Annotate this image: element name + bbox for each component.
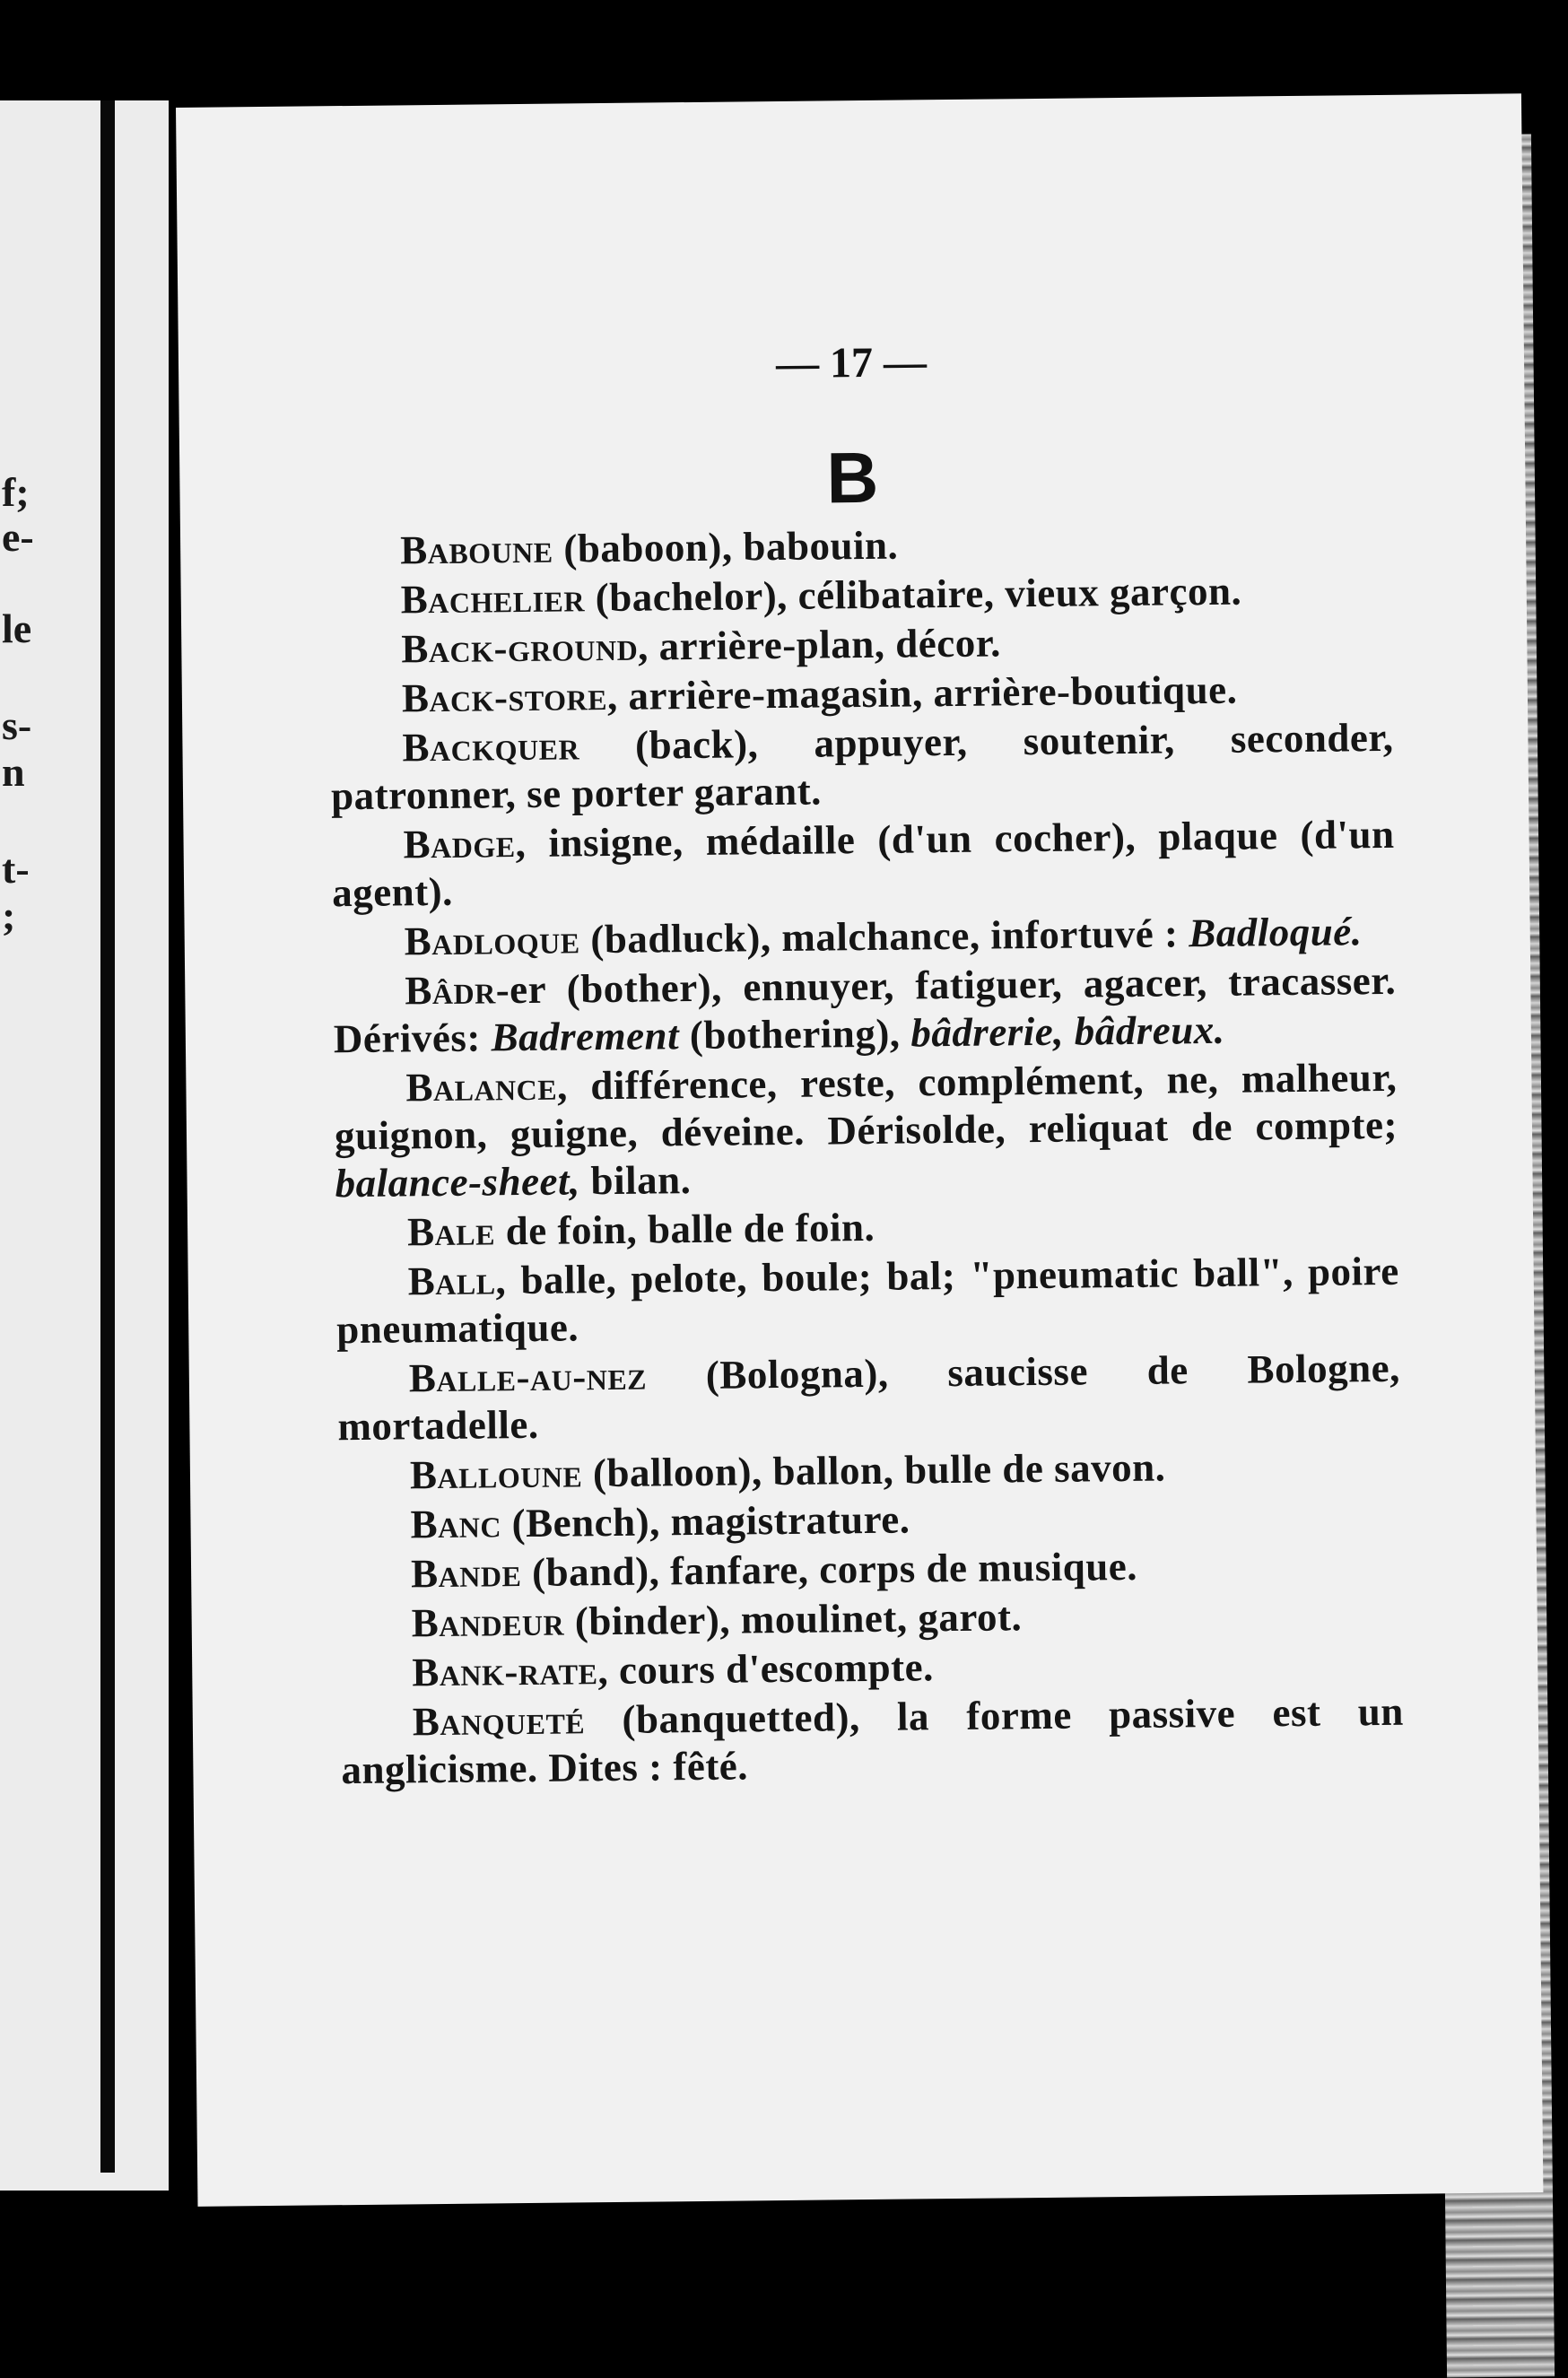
headword: Back-store [401,674,608,721]
dictionary-entry [338,1491,1401,1549]
headword: Balle-au-nez [408,1353,648,1401]
facing-page-fragment: f; [2,469,30,515]
dictionary-entry [335,1198,1398,1257]
definition: (bachelor), célibataire, vieux garçon. [584,568,1242,621]
definition: (Bench), magistrature. [501,1496,910,1546]
page-number: — 17 — [775,338,928,388]
facing-page-fragment: s- [2,702,32,748]
definition: (back), appuyer, soutenir, seconder, patronner, se porter garant. [330,714,1394,819]
facing-page-fragment: le [2,605,32,651]
headword: Banqueté [412,1697,586,1745]
dictionary-entry [330,714,1394,820]
definition: , différence, reste, complément, ne, malheur, guignon, guigne, déveine. Dérisolde, reliquat de compte; [334,1054,1398,1159]
definition: -er (bother), ennuyer, fatiguer, agacer, tracasser. Dérivés: [333,957,1397,1062]
headword: Ball [407,1258,496,1304]
derived-form: balance-sheet, [335,1158,581,1206]
definition: (banquetted), la forme passive est un anglicisme. Dites : fêté. [341,1688,1405,1793]
definition: (badluck), malchance, infortuvé : [579,910,1189,963]
definition: , insigne, médaille (d'un cocher), plaque (d'un agent). [331,811,1395,916]
dictionary-entry [328,517,1391,575]
headword: Bâdr [405,967,496,1014]
dictionary-entry [340,1639,1403,1697]
definition: (baboon), babouin. [553,522,899,571]
definition: (bothering), [678,1010,911,1058]
entry-list [328,517,1405,1796]
facing-page-fragment: n [2,749,25,795]
headword: Bande [410,1550,522,1597]
facing-page-fragment: t- [2,846,30,892]
definition: (band), fanfare, corps de musique. [521,1543,1138,1596]
derived-form: Badloqué. [1188,909,1363,956]
dictionary-entry [339,1540,1402,1598]
headword: Bank-rate [412,1648,598,1695]
definition: , arrière-plan, décor. [637,620,1002,669]
derived-form: bâdrerie, bâdreux. [910,1006,1225,1056]
definition: (binder), moulinet, garot. [563,1594,1023,1644]
derived-form: Badrement [491,1013,680,1060]
binding-gutter [100,100,115,2173]
headword: Back-ground [401,623,639,672]
dictionary-entry [341,1688,1405,1794]
facing-page-fragment: e- [2,514,34,560]
dictionary-entry [328,566,1391,624]
headword: Bandeur [411,1598,565,1646]
dictionary-entry [333,957,1397,1063]
dictionary-entry [338,1442,1401,1500]
definition: , cours d'escompte. [597,1644,935,1694]
headword: Backquer [402,723,580,771]
facing-page-fragment: ; [2,893,16,938]
headword: Badloque [404,917,580,964]
headword: Bale [406,1208,496,1255]
dictionary-entry [335,1248,1399,1354]
dictionary-entry [334,1054,1398,1207]
facing-page [0,100,169,2191]
definition: , balle, pelote, boule; bal; "pneumatic ball", poire pneumatique. [336,1248,1399,1353]
definition: , arrière-magasin, arrière-boutique. [606,666,1238,719]
dictionary-page [176,93,1543,2207]
dictionary-entry [332,908,1395,966]
definition: bilan. [579,1157,692,1204]
headword: Balance [405,1063,558,1111]
headword: Balloune [409,1450,583,1498]
section-letter: B [826,437,879,518]
definition: de foin, balle de foin. [494,1204,875,1254]
headword: Banc [410,1501,502,1547]
dictionary-entry [329,615,1392,674]
headword: Bachelier [400,575,586,623]
headword: Badge [403,821,516,867]
definition: (Bologna), saucisse de Bologne, mortadelle. [337,1345,1401,1450]
dictionary-entry [339,1590,1402,1648]
dictionary-entry [330,665,1393,723]
headword: Baboune [399,526,553,573]
dictionary-entry [331,811,1395,917]
definition: (balloon), ballon, bulle de savon. [581,1444,1166,1496]
dictionary-entry [337,1345,1401,1450]
